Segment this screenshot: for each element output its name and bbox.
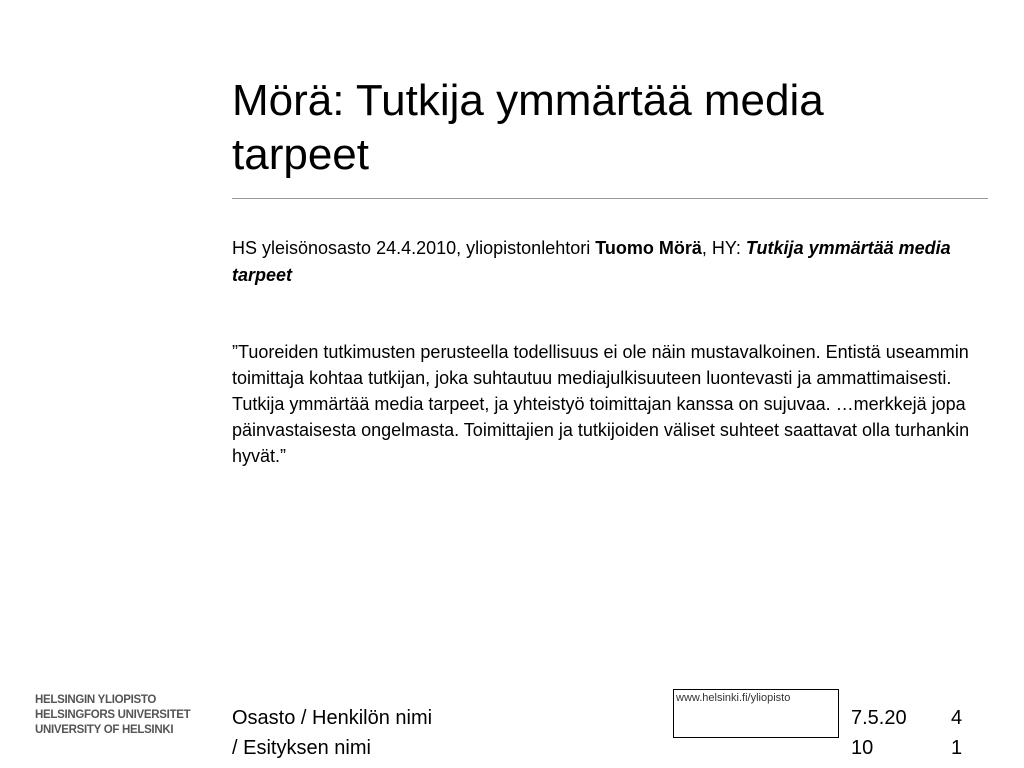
footer-page-line1: 4	[951, 707, 963, 729]
footer-date	[851, 703, 931, 763]
footer-presenter-name	[232, 703, 522, 763]
slide-title	[232, 74, 972, 182]
footer-name-line1: Osasto / Henkilön nimi	[232, 707, 433, 729]
footer-name-line2: / Esityksen nimi	[232, 737, 371, 759]
source-citation	[232, 235, 982, 289]
logo-line-finnish: HELSINGIN YLIOPISTO	[35, 694, 157, 706]
logo-line-swedish: HELSINGFORS UNIVERSITET	[35, 709, 191, 721]
url-box	[673, 689, 839, 738]
footer-page-line2: 1	[951, 737, 963, 759]
logo-line-english: UNIVERSITY OF HELSINKI	[35, 724, 174, 736]
source-author: Tuomo Mörä	[595, 238, 702, 258]
source-middle: , HY:	[701, 238, 746, 258]
footer-date-line1: 7.5.20	[851, 707, 907, 729]
source-prefix: HS yleisönosasto 24.4.2010, yliopistonlehtori	[232, 238, 596, 258]
footer-url-link[interactable]: www.helsinki.fi/yliopisto	[676, 692, 791, 704]
source-article-title: Tutkija ymmärtää media tarpeet	[232, 238, 951, 285]
footer-date-line2: 10	[851, 737, 874, 759]
slide-title-line2: tarpeet	[232, 130, 369, 179]
footer-page-number	[951, 703, 971, 763]
title-divider	[232, 198, 988, 199]
slide-title-line1: Mörä: Tutkija ymmärtää media	[232, 76, 824, 125]
quote-text: ”Tuoreiden tutkimusten perusteella todellisuus ei ole näin mustavalkoinen. Entistä useammin toimittaja kohtaa tutkijan, joka suhtautuu mediajulkisuuteen luontevasti ja ammattimaisesti. Tutkija ymmärtää media tarpeet, ja yhteistyö toimittajan kanssa on sujuvaa. …merkkejä jopa päinvastaisesta ongelmasta. Toimittajien ja tutkijoiden väliset suhteet saattavat olla turhankin hyvät.”	[232, 342, 970, 466]
university-logo	[35, 693, 190, 738]
quote-block	[232, 339, 992, 469]
